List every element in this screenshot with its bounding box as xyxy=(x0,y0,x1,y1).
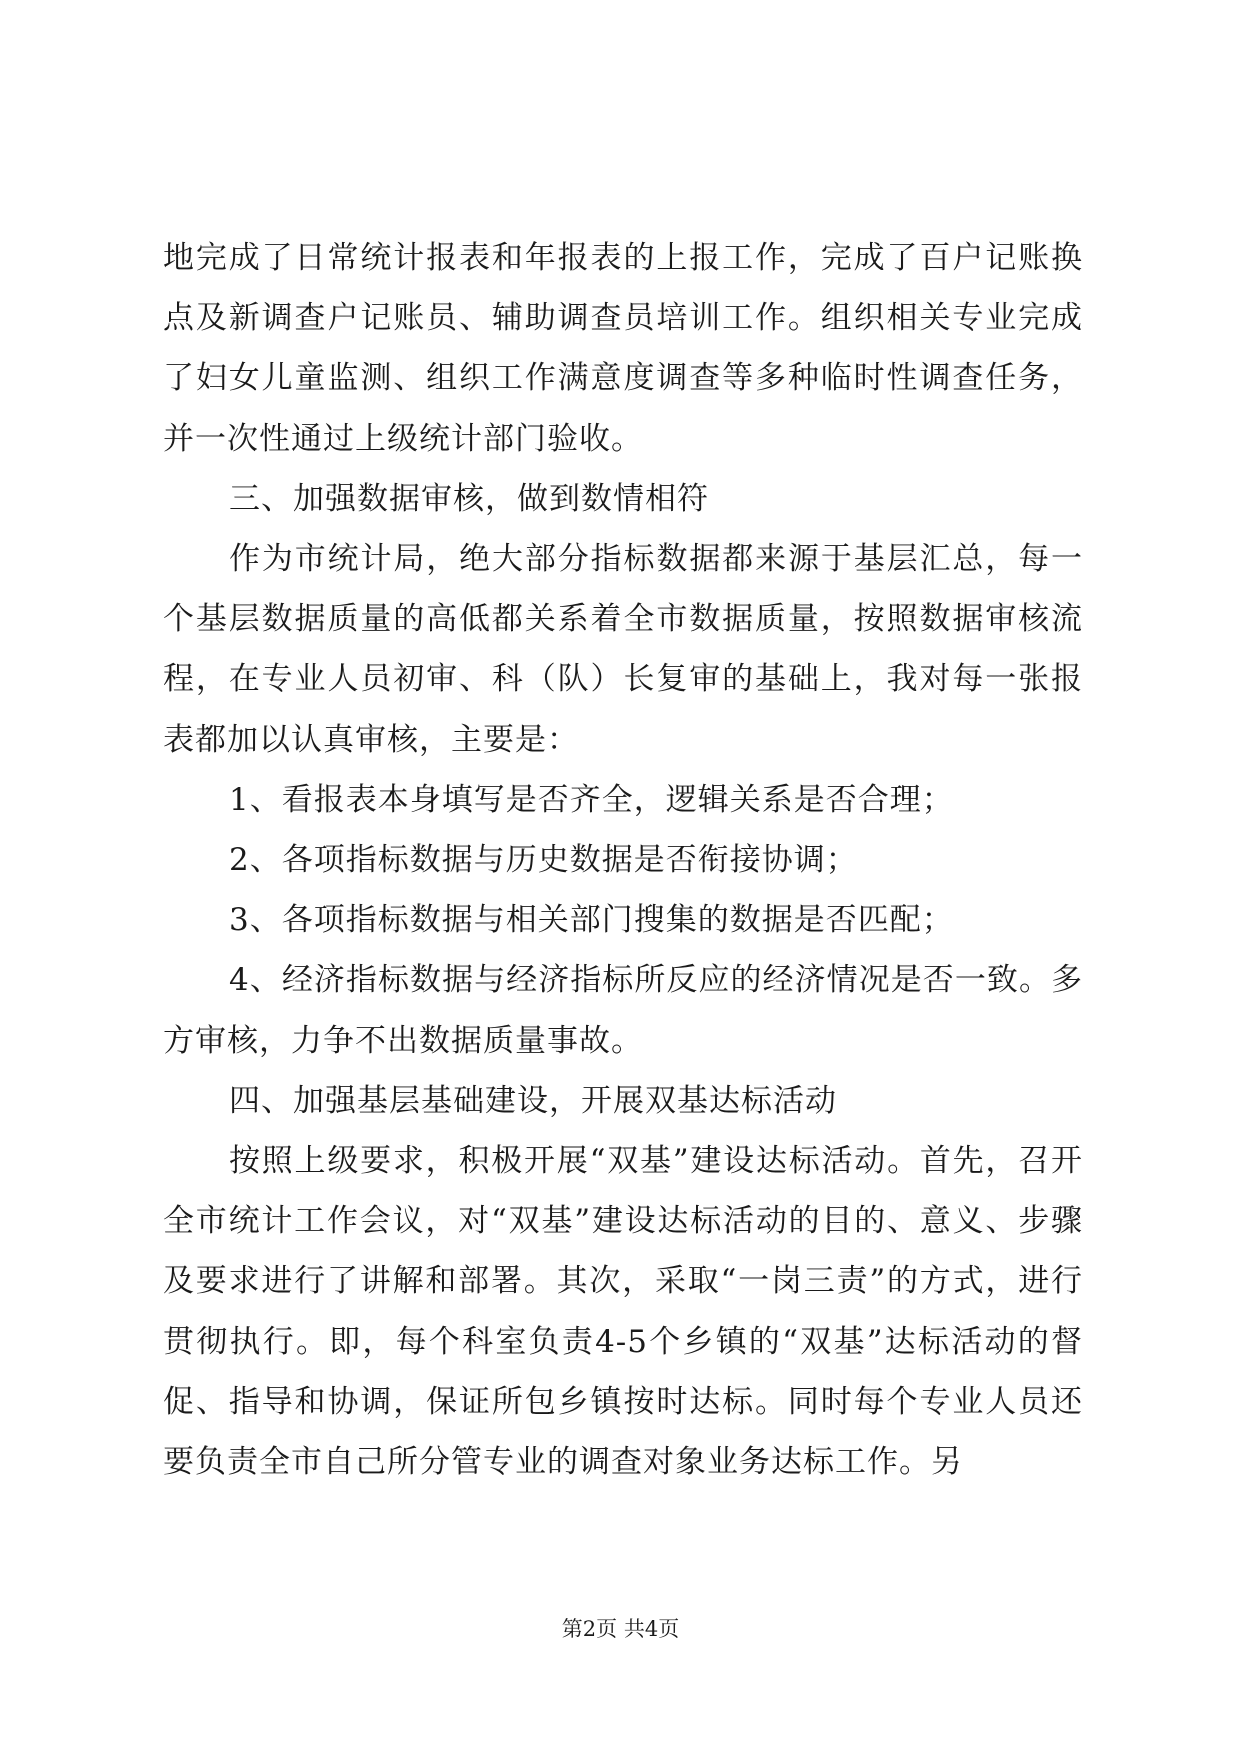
body-paragraph: 作为市统计局，绝大部分指标数据都来源于基层汇总，每一个基层数据质量的高低都关系着全市数据质量，按照数据审核流程，在专业人员初审、科（队）长复审的基础上，我对每一张报表都加以认真审核，主要是： xyxy=(163,541,1083,758)
document-body xyxy=(163,228,1083,1492)
body-paragraph: 地完成了日常统计报表和年报表的上报工作，完成了百户记账换点及新调查户记账员、辅助调查员培训工作。组织相关专业完成了妇女儿童监测、组织工作满意度调查等多种临时性调查任务，并一次性通过上级统计部门验收。 xyxy=(163,240,1083,457)
page-number-footer: 第2页 共4页 xyxy=(561,1617,680,1641)
list-item-3: 3、各项指标数据与相关部门搜集的数据是否匹配； xyxy=(229,902,954,939)
list-item-4: 4、经济指标数据与经济指标所反应的经济情况是否一致。多方审核，力争不出数据质量事故。 xyxy=(163,962,1083,1059)
section-heading-3: 三、加强数据审核，做到数情相符 xyxy=(229,480,709,517)
body-paragraph: 按照上级要求，积极开展“双基”建设达标活动。首先，召开全市统计工作会议，对“双基”建设达标活动的目的、意义、步骤及要求进行了讲解和部署。其次，采取“一岗三责”的方式，进行贯彻执行。即，每个科室负责4-5个乡镇的“双基”达标活动的督促、指导和协调，保证所包乡镇按时达标。同时每个专业人员还要负责全市自己所分管专业的调查对象业务达标工作。另 xyxy=(163,1143,1083,1481)
list-item-2: 2、各项指标数据与历史数据是否衔接协调； xyxy=(229,842,858,879)
list-item-1: 1、看报表本身填写是否齐全，逻辑关系是否合理； xyxy=(229,781,954,818)
section-heading-4: 四、加强基层基础建设，开展双基达标活动 xyxy=(229,1082,837,1119)
